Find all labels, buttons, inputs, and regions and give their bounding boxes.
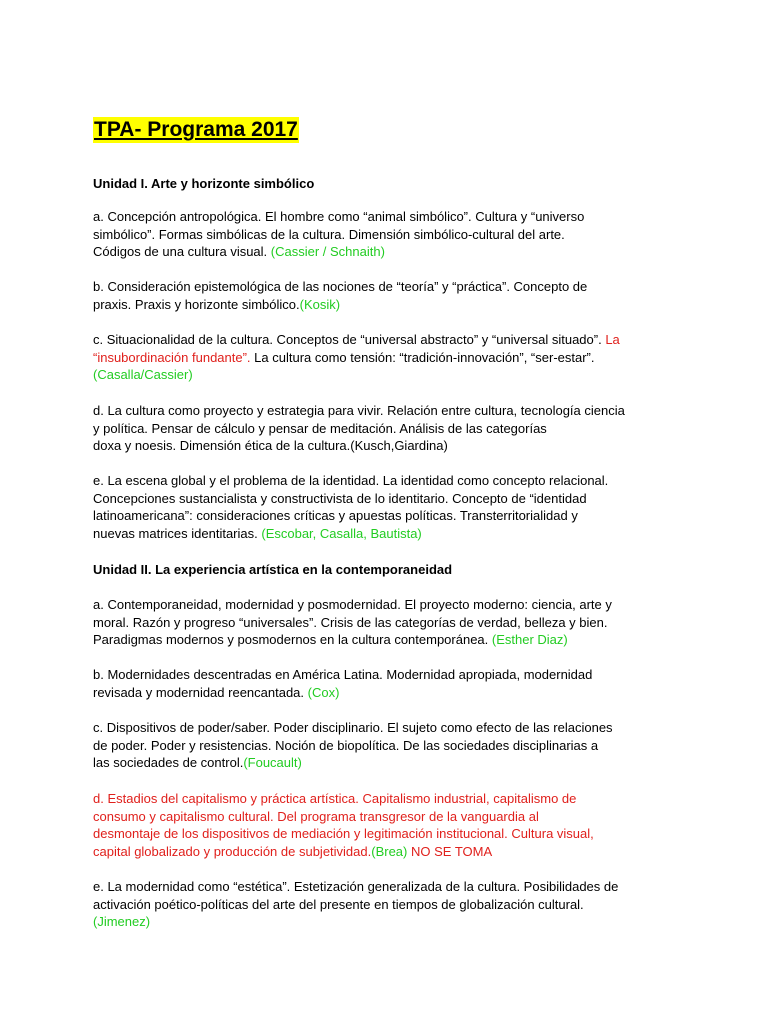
reference-citation: (Escobar, Casalla, Bautista) [261, 525, 422, 541]
text-line [93, 525, 693, 543]
reference-citation: (Brea) [371, 843, 408, 859]
highlighted-text: “insubordinación fundante”. [93, 349, 251, 365]
highlighted-text: La [605, 332, 620, 347]
text-line: b. Modernidades descentradas en América Latina. Modernidad apropiada, modernidad [93, 667, 593, 682]
text-segment: praxis. Praxis y horizonte simbólico. [93, 296, 300, 312]
unit-1-item-b [93, 278, 693, 313]
document-title: TPA- Programa 2017 [94, 118, 298, 141]
text-line: e. La escena global y el problema de la identidad. La identidad como concepto relacional. [93, 473, 609, 488]
text-segment: capital globalizado y producción de subjetividad. [93, 843, 372, 859]
text-line: b. Consideración epistemológica de las nociones de “teoría” y “práctica”. Concepto de [93, 279, 588, 294]
text-line: Concepciones sustancialista y constructivista de lo identitario. Concepto de “identidad [93, 490, 587, 506]
text-line: a. Concepción antropológica. El hombre como “animal simbólico”. Cultura y “universo [93, 209, 585, 224]
reference-citation: (Cox) [307, 684, 340, 700]
text-segment: La cultura como tensión: “tradición-innovación”, “ser-estar”. [250, 349, 595, 365]
text-line: de poder. Poder y resistencias. Noción de biopolítica. De las sociedades disciplinarias a [93, 737, 599, 753]
text-segment: revisada y modernidad reencantada. [93, 684, 308, 700]
unit-1-heading: Unidad I. Arte y horizonte simbólico [93, 176, 315, 191]
text-line [93, 684, 693, 702]
text-line: latinoamericana”: consideraciones críticas y apuestas políticas. Transterritorialidad y [93, 508, 578, 524]
text-line: e. La modernidad como “estética”. Estetización generalizada de la cultura. Posibilidades de [93, 879, 619, 894]
reference-citation: (Jimenez) [93, 914, 151, 930]
unit-2-heading: Unidad II. La experiencia artística en la contemporaneidad [93, 562, 453, 577]
unit-1-item-d [93, 402, 693, 455]
unit-2-item-d [93, 790, 693, 860]
unit-2-item-a [93, 596, 693, 649]
text-line: doxa y noesis. Dimensión ética de la cultura.(Kusch,Giardina) [93, 438, 448, 454]
text-line: d. La cultura como proyecto y estrategia para vivir. Relación entre cultura, tecnología ciencia [93, 403, 625, 418]
unit-2-item-e [93, 878, 693, 931]
text-line [93, 331, 693, 349]
text-line: activación poético-políticas del arte del presente en tiempos de globalización cultural. [93, 896, 584, 912]
unit-1-item-a [93, 208, 693, 261]
exclusion-note: NO SE TOMA [407, 843, 493, 859]
text-line [93, 631, 693, 649]
text-segment: c. Situacionalidad de la cultura. Conceptos de “universal abstracto” y “universal situado”. [93, 332, 606, 347]
text-line: desmontaje de los dispositivos de mediación y legitimación institucional. Cultura visual, [93, 826, 594, 842]
text-line: consumo y capitalismo cultural. Del programa transgresor de la vanguardia al [93, 808, 539, 824]
text-line: y política. Pensar de cálculo y pensar de meditación. Análisis de las categorías [93, 420, 547, 436]
text-line [93, 754, 693, 772]
reference-citation: (Cassier / Schnaith) [270, 244, 385, 260]
reference-citation: (Foucault) [243, 755, 302, 771]
unit-2-item-c [93, 719, 693, 772]
text-line [93, 843, 693, 861]
unit-1-item-e [93, 472, 693, 542]
reference-citation: (Esther Diaz) [491, 632, 568, 648]
text-line: a. Contemporaneidad, modernidad y posmodernidad. El proyecto moderno: ciencia, arte y [93, 597, 612, 612]
text-line: c. Dispositivos de poder/saber. Poder disciplinario. El sujeto como efecto de las relaciones [93, 720, 613, 735]
text-line: moral. Razón y progreso “universales”. Crisis de las categorías de verdad, belleza y bien. [93, 614, 608, 630]
text-segment: nuevas matrices identitarias. [93, 525, 262, 541]
text-segment: Códigos de una cultura visual. [93, 244, 271, 260]
text-segment: las sociedades de control. [93, 755, 244, 771]
text-line [93, 243, 693, 261]
text-line [93, 296, 693, 314]
unit-2-item-b [93, 666, 693, 701]
unit-1-item-c [93, 331, 693, 384]
text-line: d. Estadios del capitalismo y práctica artística. Capitalismo industrial, capitalismo de [93, 791, 577, 806]
reference-citation: (Casalla/Cassier) [93, 367, 193, 383]
text-segment: Paradigmas modernos y posmodernos en la cultura contemporánea. [93, 632, 492, 648]
text-line: simbólico”. Formas simbólicas de la cultura. Dimensión simbólico-cultural del arte. [93, 226, 565, 242]
text-line [93, 349, 693, 367]
reference-citation: (Kosik) [299, 296, 341, 312]
